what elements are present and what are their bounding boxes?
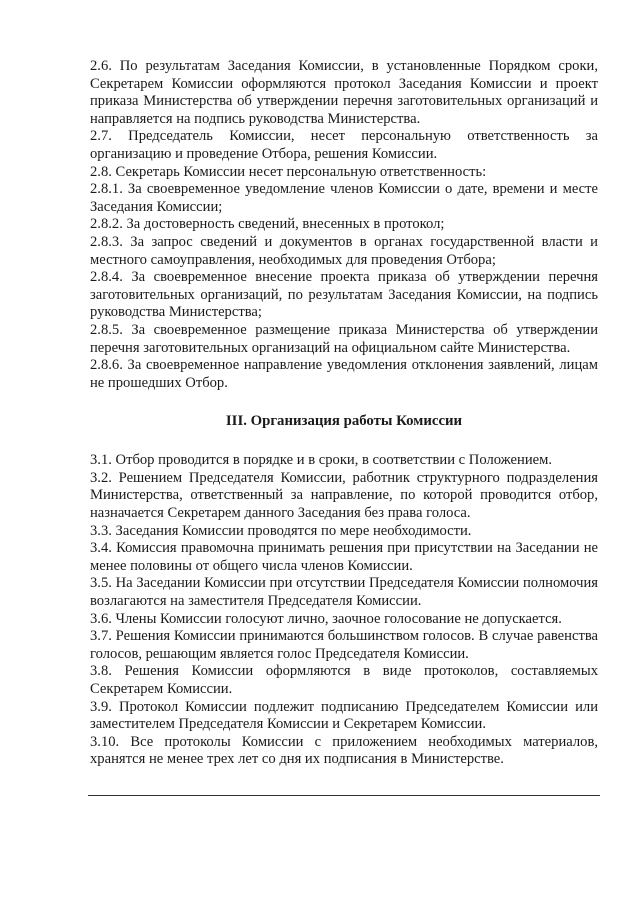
clause-2-8: 2.8. Секретарь Комиссии несет персональную ответственность: bbox=[90, 163, 487, 180]
bottom-divider bbox=[88, 795, 600, 796]
clause-2-6: 2.6. По результатам Заседания Комиссии, в установленные Порядком сроки, Секретарем Комиссии оформляются протокол Заседания Комиссии и проект приказа Министерства об утверждении перечня заготовительных организаций и направляется на подпись руководства Министерства. bbox=[90, 58, 598, 127]
clause-3-7: 3.7. Решения Комиссии принимаются большинством голосов. В случае равенства голосов, решающим является голос Председателя Комиссии. bbox=[90, 628, 598, 662]
document-body bbox=[90, 58, 598, 769]
clause-3-5: 3.5. На Заседании Комиссии при отсутствии Председателя Комиссии полномочия возлагаются на заместителя Председателя Комиссии. bbox=[90, 575, 598, 610]
clause-3-3: 3.3. Заседания Комиссии проводятся по мере необходимости. bbox=[90, 522, 472, 539]
clause-2-8-4: 2.8.4. За своевременное внесение проекта приказа об утверждении перечня заготовительных организаций, по результатам Заседания Комиссии, на подпись руководства Министерства; bbox=[90, 269, 598, 321]
clause-3-6: 3.6. Члены Комиссии голосуют лично, заочное голосование не допускается. bbox=[90, 610, 562, 627]
section-2-items bbox=[90, 58, 598, 392]
clause-2-8-3: 2.8.3. За запрос сведений и документов в органах государственной власти и местного самоуправления, необходимых для проведения Отбора; bbox=[90, 233, 598, 268]
clause-3-2: 3.2. Решением Председателя Комиссии, работник структурного подразделения Министерства, ответственный за направление, по которой проводится отбор, назначается Секретарем данного Заседания без права голоса. bbox=[90, 469, 598, 522]
clause-2-7: 2.7. Председатель Комиссии, несет персональную ответственность за организацию и проведение Отбора, решения Комиссии. bbox=[90, 128, 598, 162]
clause-2-8-5: 2.8.5. За своевременное размещение приказа Министерства об утверждении перечня заготовительных организаций на официальном сайте Министерства. bbox=[90, 321, 598, 356]
clause-2-8-2: 2.8.2. За достоверность сведений, внесенных в протокол; bbox=[90, 216, 445, 233]
clause-3-9: 3.9. Протокол Комиссии подлежит подписанию Председателем Комиссии или заместителем Председателя Комиссии и Секретарем Комиссии. bbox=[90, 698, 598, 733]
section-3-heading: III. Организация работы Комиссии bbox=[225, 413, 463, 430]
clause-3-1: 3.1. Отбор проводится в порядке и в сроки, в соответствии с Положением. bbox=[90, 452, 553, 469]
clause-3-8: 3.8. Решения Комиссии оформляются в виде протоколов, составляемых Секретарем Комиссии. bbox=[90, 663, 598, 697]
clause-2-8-1: 2.8.1. За своевременное уведомление членов Комиссии о дате, времени и месте Заседания Комиссии; bbox=[90, 181, 598, 215]
clause-3-10: 3.10. Все протоколы Комиссии с приложением необходимых материалов, хранятся не менее трех лет со дня их подписания в Министерстве. bbox=[90, 733, 598, 768]
clause-2-8-6: 2.8.6. За своевременное направление уведомления отклонения заявлений, лицам не прошедших Отбор. bbox=[90, 357, 598, 391]
section-3-items bbox=[90, 452, 598, 769]
clause-3-4: 3.4. Комиссия правомочна принимать решения при присутствии на Заседании не менее половины от общего числа членов Комиссии. bbox=[90, 540, 598, 574]
